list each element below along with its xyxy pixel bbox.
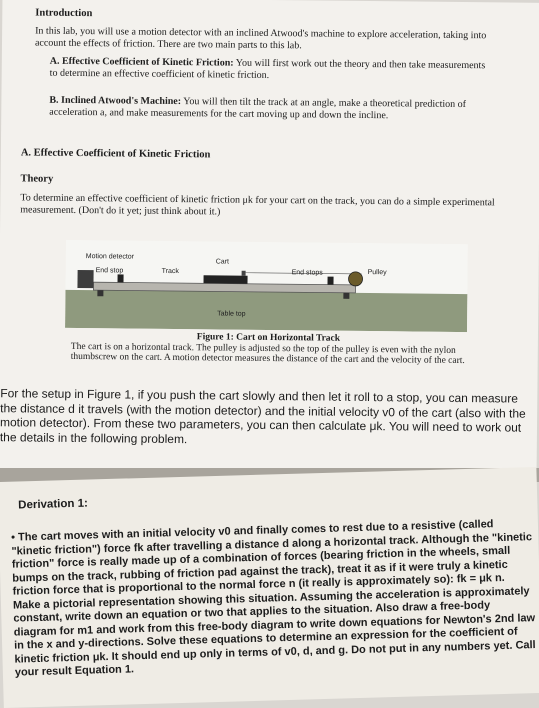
- motion-detector: [77, 270, 93, 288]
- cart-thumbscrew: [242, 271, 246, 276]
- section-heading: A. Effective Coefficient of Kinetic Friction: [20, 147, 211, 161]
- pulley-label: Pulley: [367, 269, 387, 277]
- track-foot-right: [343, 293, 349, 299]
- figure-caption-title: Figure 1: Cart on Horizontal Track: [196, 332, 341, 344]
- track-label: Track: [161, 267, 179, 276]
- list-item-title: A. Effective Coefficient of Kinetic Friction:: [49, 55, 234, 69]
- introduction-heading: Introduction: [35, 7, 93, 20]
- list-item-effective-coefficient: [50, 56, 490, 84]
- pulley: [348, 272, 362, 286]
- figure-cart-on-track: [65, 240, 468, 332]
- list-item-title: B. Inclined Atwood's Machine:: [49, 94, 182, 108]
- motion-detector-label: Motion detector: [85, 253, 135, 261]
- theory-heading: Theory: [20, 173, 54, 185]
- derivation-body: • The cart moves with an initial velocity v0 and finally comes to rest due to a resistive (called "kinetic friction") force fk after travelling a distance d along a horizontal track. Although the "kinetic friction" force is really made up of a combination of forces (bearing friction in the wheels, small bumps on the track, rubbing of friction pad against the track), treat it as if it were truly a kinetic friction force that is proportional to the normal force n (it really is approximately so): fk = μk n. Make a pictorial representation showing this situation. Assuming the acceleration is approximately constant, write down an equation or two that applies to the situation. Also draw a free-body diagram for m1 and work from this free-body diagram to write down equations for Newton's 2nd law in the x and y-directions. Solve these equations to determine an expression for the coefficient of kinetic friction μk. It should end up only in terms of v0, d, and g. Do not put in any numbers yet. Call your result Equation 1.: [10, 518, 536, 679]
- setup-paragraph: For the setup in Figure 1, if you push the cart slowly and then let it roll to a stop, you can measure the distance d it travels (with the motion detector) and the initial velocity v0 of the cart (also with the motion detector). From these two parameters, you can then calculate μk. You will need to work out the details in the following problem.: [0, 386, 526, 446]
- cart-label: Cart: [215, 258, 229, 266]
- figure-caption: [71, 331, 466, 367]
- list-item-inclined-atwood: [49, 95, 489, 123]
- table-top: [65, 290, 467, 332]
- introduction-paragraph: In this lab, you will use a motion detector with an inclined Atwood's machine to explore acceleration, taking into account the effects of friction. There are two main parts to this lab.: [34, 25, 487, 51]
- list-item-text: You will first work out the theory and then take measurements to determine an effective coefficient of kinetic friction.: [49, 57, 486, 81]
- handout-page-bottom: [0, 467, 539, 708]
- end-stop-right: [327, 277, 333, 285]
- cart: [204, 275, 248, 283]
- list-item-text: You will then tilt the track at an angle, make a theoretical prediction of acceleration a, and make measurements for the cart moving up and down the incline.: [49, 96, 467, 121]
- theory-paragraph: To determine an effective coefficient of kinetic friction μk for your cart on the track, you can do a simple experimental measurement. (Don't do it yet; just think about it.): [20, 192, 495, 217]
- table-top-label: Table top: [217, 310, 246, 318]
- end-stops-right-label: End stops: [291, 269, 323, 277]
- end-stop-left-label: End stop: [95, 267, 124, 275]
- end-stop-left: [118, 274, 124, 282]
- figure-caption-text: The cart is on a horizontal track. The pulley is adjusted so the top of the pulley is even with the nylon thumbscrew on the cart. A motion detector measures the distance of the cart and the velocity of the cart.: [70, 341, 465, 367]
- track-foot-left: [97, 290, 103, 296]
- derivation-heading: Derivation 1:: [18, 497, 89, 512]
